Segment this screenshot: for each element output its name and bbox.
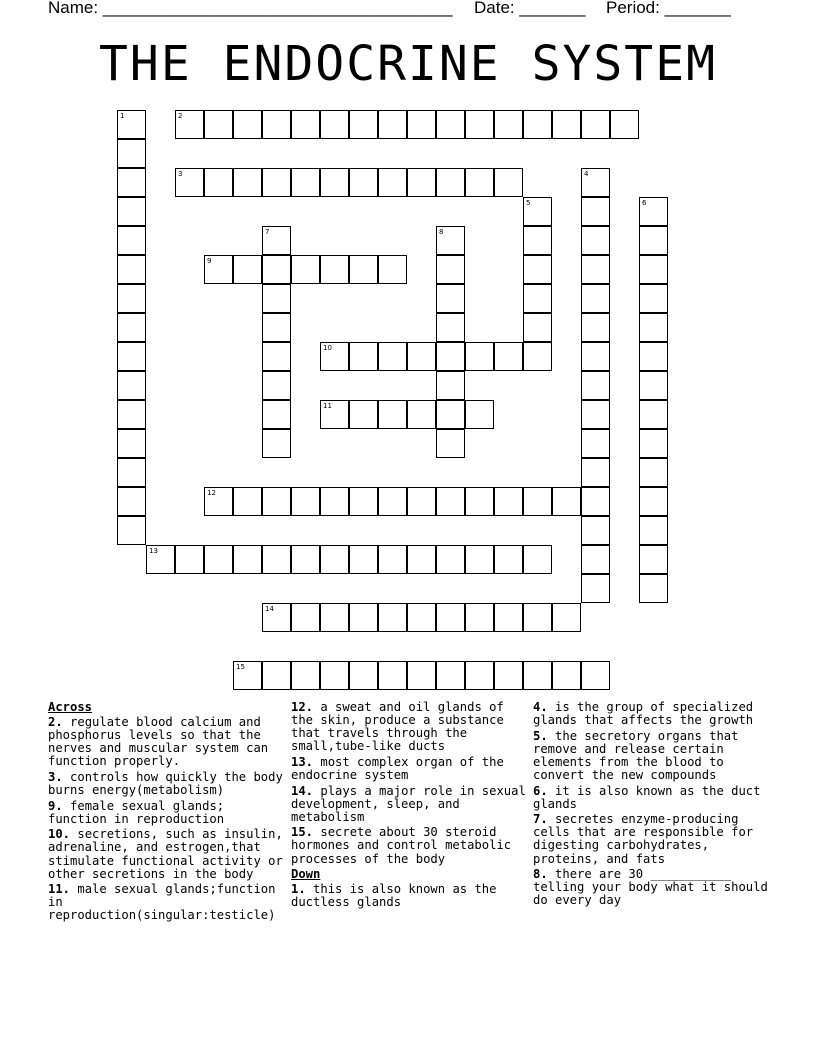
grid-cell[interactable] (639, 197, 668, 226)
grid-cell[interactable] (378, 168, 407, 197)
grid-cell[interactable] (378, 400, 407, 429)
grid-cell[interactable] (349, 110, 378, 139)
grid-cell[interactable] (378, 661, 407, 690)
clue-across-11 (48, 883, 284, 922)
grid-cell[interactable] (581, 255, 610, 284)
clue-number-label: 3 (178, 170, 183, 178)
grid-cell[interactable] (291, 168, 320, 197)
date-field[interactable]: Date: _______ (474, 0, 586, 17)
clue-across-9 (48, 800, 284, 826)
grid-cell[interactable] (639, 226, 668, 255)
grid-cell[interactable] (117, 516, 146, 545)
grid-cell[interactable] (291, 661, 320, 690)
grid-cell[interactable] (523, 284, 552, 313)
grid-cell[interactable] (407, 342, 436, 371)
grid-cell[interactable] (581, 110, 610, 139)
grid-cell[interactable] (262, 226, 291, 255)
grid-cell[interactable] (523, 197, 552, 226)
grid-cell[interactable] (465, 342, 494, 371)
clue-text: female sexual glands; function in reproduction (48, 798, 225, 826)
grid-cell[interactable] (262, 545, 291, 574)
name-field[interactable]: Name: _____________________________________ (48, 0, 453, 17)
grid-cell[interactable] (581, 313, 610, 342)
clue-across-12 (291, 701, 527, 753)
clue-number-label: 13 (149, 547, 158, 555)
clue-number: 8. (533, 867, 548, 882)
grid-cell[interactable] (117, 110, 146, 139)
page-title: THE ENDOCRINE SYSTEM (99, 36, 717, 92)
grid-cell[interactable] (407, 400, 436, 429)
grid-cell[interactable] (320, 400, 349, 429)
grid-cell[interactable] (639, 458, 668, 487)
grid-cell[interactable] (523, 487, 552, 516)
grid-cell[interactable] (407, 545, 436, 574)
grid-cell[interactable] (436, 313, 465, 342)
clue-text: secretes enzyme-producing cells that are responsible for digesting carbohydrates, proteins, and fats (533, 812, 754, 866)
clue-number: 13. (291, 754, 314, 769)
grid-cell[interactable] (262, 371, 291, 400)
grid-cell[interactable] (523, 603, 552, 632)
grid-cell[interactable] (407, 110, 436, 139)
grid-cell[interactable] (494, 168, 523, 197)
grid-cell[interactable] (378, 603, 407, 632)
clue-text: there are 30 ___________ telling your body what it should do every day (533, 867, 768, 908)
clue-text: regulate blood calcium and phosphorus levels so that the nerves and muscular system can function properly. (48, 715, 269, 769)
grid-cell[interactable] (436, 255, 465, 284)
grid-cell[interactable] (639, 371, 668, 400)
grid-cell[interactable] (262, 603, 291, 632)
grid-cell[interactable] (465, 487, 494, 516)
clue-down-7 (533, 813, 769, 865)
grid-cell[interactable] (262, 661, 291, 690)
grid-cell[interactable] (610, 110, 639, 139)
grid-cell[interactable] (117, 342, 146, 371)
clue-number: 12. (291, 701, 314, 714)
clue-down-6 (533, 785, 769, 811)
clue-text: secrete about 30 steroid hormones and control metabolic processes of the body (291, 825, 512, 866)
clue-across-3 (48, 771, 284, 797)
clue-text: most complex organ of the endocrine system (291, 754, 504, 782)
clue-number-label: 5 (526, 199, 531, 207)
grid-cell[interactable] (262, 487, 291, 516)
grid-cell[interactable] (204, 487, 233, 516)
clue-text: a sweat and oil glands of the skin, produce a substance that travels through the small,tube-like ducts (291, 701, 504, 754)
grid-cell[interactable] (436, 110, 465, 139)
grid-cell[interactable] (349, 400, 378, 429)
clue-text: male sexual glands;function in reproduction(singular:testicle) (48, 882, 276, 923)
grid-cell[interactable] (378, 487, 407, 516)
clue-across-10 (48, 828, 284, 880)
grid-cell[interactable] (523, 545, 552, 574)
grid-cell[interactable] (262, 400, 291, 429)
grid-cell[interactable] (639, 516, 668, 545)
grid-cell[interactable] (117, 226, 146, 255)
grid-cell[interactable] (639, 574, 668, 603)
grid-cell[interactable] (233, 110, 262, 139)
grid-cell[interactable] (523, 110, 552, 139)
grid-cell[interactable] (639, 545, 668, 574)
grid-cell[interactable] (436, 284, 465, 313)
clue-down-8 (533, 868, 769, 907)
grid-cell[interactable] (523, 342, 552, 371)
clue-number: 4. (533, 701, 548, 714)
grid-cell[interactable] (262, 284, 291, 313)
clue-across-15 (291, 826, 527, 865)
clue-number: 7. (533, 812, 548, 827)
clue-across-2 (48, 716, 284, 768)
grid-cell[interactable] (117, 168, 146, 197)
grid-cell[interactable] (378, 342, 407, 371)
grid-cell[interactable] (291, 255, 320, 284)
grid-cell[interactable] (639, 342, 668, 371)
grid-cell[interactable] (175, 545, 204, 574)
clue-down-4 (533, 701, 769, 727)
clue-text: plays a major role in sexual development, sleep, and metabolism (291, 783, 526, 824)
grid-cell[interactable] (349, 342, 378, 371)
grid-cell[interactable] (175, 110, 204, 139)
grid-cell[interactable] (552, 487, 581, 516)
clue-number: 1. (291, 882, 306, 897)
grid-cell[interactable] (639, 284, 668, 313)
grid-cell[interactable] (581, 574, 610, 603)
grid-cell[interactable] (291, 545, 320, 574)
grid-cell[interactable] (465, 110, 494, 139)
grid-cell[interactable] (349, 255, 378, 284)
grid-cell[interactable] (436, 400, 465, 429)
grid-cell[interactable] (117, 139, 146, 168)
grid-cell[interactable] (204, 110, 233, 139)
clue-number: 15. (291, 825, 314, 840)
grid-cell[interactable] (581, 661, 610, 690)
grid-cell[interactable] (465, 400, 494, 429)
grid-cell[interactable] (552, 603, 581, 632)
grid-cell[interactable] (639, 313, 668, 342)
grid-cell[interactable] (146, 545, 175, 574)
clue-number: 2. (48, 715, 63, 730)
grid-cell[interactable] (320, 603, 349, 632)
grid-cell[interactable] (291, 487, 320, 516)
grid-cell[interactable] (639, 487, 668, 516)
grid-cell[interactable] (581, 284, 610, 313)
grid-cell[interactable] (320, 342, 349, 371)
grid-cell[interactable] (494, 603, 523, 632)
grid-cell[interactable] (407, 487, 436, 516)
clue-text: is the group of specialized glands that affects the growth (533, 701, 754, 728)
grid-cell[interactable] (581, 371, 610, 400)
grid-cell[interactable] (320, 168, 349, 197)
clue-number: 11. (48, 882, 71, 897)
grid-cell[interactable] (581, 516, 610, 545)
grid-cell[interactable] (233, 255, 262, 284)
clue-number-label: 15 (236, 663, 245, 671)
grid-cell[interactable] (523, 255, 552, 284)
grid-cell[interactable] (581, 197, 610, 226)
grid-cell[interactable] (117, 429, 146, 458)
clue-number: 5. (533, 728, 548, 743)
grid-cell[interactable] (494, 342, 523, 371)
grid-cell[interactable] (320, 661, 349, 690)
clue-number-label: 8 (439, 228, 444, 236)
grid-cell[interactable] (494, 487, 523, 516)
grid-cell[interactable] (378, 110, 407, 139)
grid-cell[interactable] (465, 661, 494, 690)
grid-cell[interactable] (262, 429, 291, 458)
grid-cell[interactable] (639, 400, 668, 429)
grid-cell[interactable] (320, 545, 349, 574)
grid-cell[interactable] (581, 400, 610, 429)
grid-cell[interactable] (523, 226, 552, 255)
clue-number: 9. (48, 798, 63, 813)
grid-cell[interactable] (552, 661, 581, 690)
grid-cell[interactable] (262, 110, 291, 139)
grid-cell[interactable] (639, 255, 668, 284)
grid-cell[interactable] (204, 168, 233, 197)
clues-column-1 (48, 701, 284, 925)
clue-number: 14. (291, 783, 314, 798)
grid-cell[interactable] (523, 313, 552, 342)
clue-number: 3. (48, 769, 63, 784)
grid-cell[interactable] (175, 168, 204, 197)
grid-cell[interactable] (436, 545, 465, 574)
clue-number: 6. (533, 783, 548, 798)
grid-cell[interactable] (436, 168, 465, 197)
grid-cell[interactable] (581, 545, 610, 574)
grid-cell[interactable] (320, 110, 349, 139)
grid-cell[interactable] (581, 429, 610, 458)
grid-cell[interactable] (349, 603, 378, 632)
grid-cell[interactable] (233, 487, 262, 516)
grid-cell[interactable] (436, 226, 465, 255)
grid-cell[interactable] (436, 429, 465, 458)
clue-across-14 (291, 785, 527, 824)
clue-number: 10. (48, 827, 71, 842)
grid-cell[interactable] (407, 661, 436, 690)
grid-cell[interactable] (581, 226, 610, 255)
clue-text: the secretory organs that remove and release certain elements from the blood to convert the new compounds (533, 728, 739, 782)
grid-cell[interactable] (378, 255, 407, 284)
grid-cell[interactable] (117, 400, 146, 429)
clue-number-label: 10 (323, 344, 332, 352)
grid-cell[interactable] (465, 545, 494, 574)
grid-cell[interactable] (465, 603, 494, 632)
grid-cell[interactable] (233, 168, 262, 197)
grid-cell[interactable] (117, 255, 146, 284)
grid-cell[interactable] (494, 545, 523, 574)
grid-cell[interactable] (262, 255, 291, 284)
grid-cell[interactable] (262, 313, 291, 342)
grid-cell[interactable] (291, 603, 320, 632)
grid-cell[interactable] (262, 342, 291, 371)
grid-cell[interactable] (117, 284, 146, 313)
grid-cell[interactable] (581, 168, 610, 197)
grid-cell[interactable] (378, 545, 407, 574)
grid-cell[interactable] (465, 168, 494, 197)
grid-cell[interactable] (204, 545, 233, 574)
clue-text: this is also known as the ductless glands (291, 882, 497, 910)
grid-cell[interactable] (436, 603, 465, 632)
grid-cell[interactable] (349, 168, 378, 197)
clues-column-2 (291, 701, 527, 912)
grid-cell[interactable] (581, 487, 610, 516)
grid-cell[interactable] (436, 487, 465, 516)
grid-cell[interactable] (233, 661, 262, 690)
grid-cell[interactable] (494, 110, 523, 139)
grid-cell[interactable] (349, 487, 378, 516)
grid-cell[interactable] (349, 545, 378, 574)
clue-number-label: 11 (323, 402, 332, 410)
clue-number-label: 4 (584, 170, 589, 178)
grid-cell[interactable] (639, 429, 668, 458)
clue-number-label: 6 (642, 199, 647, 207)
grid-cell[interactable] (581, 342, 610, 371)
grid-cell[interactable] (407, 168, 436, 197)
grid-cell[interactable] (436, 661, 465, 690)
grid-cell[interactable] (233, 545, 262, 574)
grid-cell[interactable] (117, 313, 146, 342)
grid-cell[interactable] (436, 342, 465, 371)
clue-number-label: 14 (265, 605, 274, 613)
clue-number-label: 2 (178, 112, 183, 120)
grid-cell[interactable] (117, 197, 146, 226)
clue-number-label: 7 (265, 228, 270, 236)
grid-cell[interactable] (117, 487, 146, 516)
grid-cell[interactable] (291, 110, 320, 139)
clue-text: it is also known as the duct glands (533, 783, 761, 811)
grid-cell[interactable] (436, 371, 465, 400)
clue-number-label: 1 (120, 112, 125, 120)
grid-cell[interactable] (523, 661, 552, 690)
grid-cell[interactable] (581, 458, 610, 487)
grid-cell[interactable] (262, 168, 291, 197)
grid-cell[interactable] (320, 255, 349, 284)
grid-cell[interactable] (349, 661, 378, 690)
clue-number-label: 9 (207, 257, 212, 265)
grid-cell[interactable] (552, 110, 581, 139)
grid-cell[interactable] (117, 458, 146, 487)
clue-down-5 (533, 730, 769, 782)
grid-cell[interactable] (494, 661, 523, 690)
clue-text: controls how quickly the body burns energy(metabolism) (48, 769, 283, 798)
grid-cell[interactable] (117, 371, 146, 400)
clues-column-3 (533, 701, 769, 910)
clue-text: secretions, such as insulin, adrenaline, and estrogen,that stimulate functional activity or other secretions in the body (48, 827, 283, 881)
grid-cell[interactable] (407, 603, 436, 632)
clue-number-label: 12 (207, 489, 216, 497)
clue-down-1 (291, 883, 527, 909)
grid-cell[interactable] (204, 255, 233, 284)
clue-across-13 (291, 756, 527, 782)
period-field[interactable]: Period: _______ (606, 0, 731, 17)
down-heading: Down (291, 867, 321, 882)
across-heading: Across (48, 701, 93, 714)
grid-cell[interactable] (320, 487, 349, 516)
